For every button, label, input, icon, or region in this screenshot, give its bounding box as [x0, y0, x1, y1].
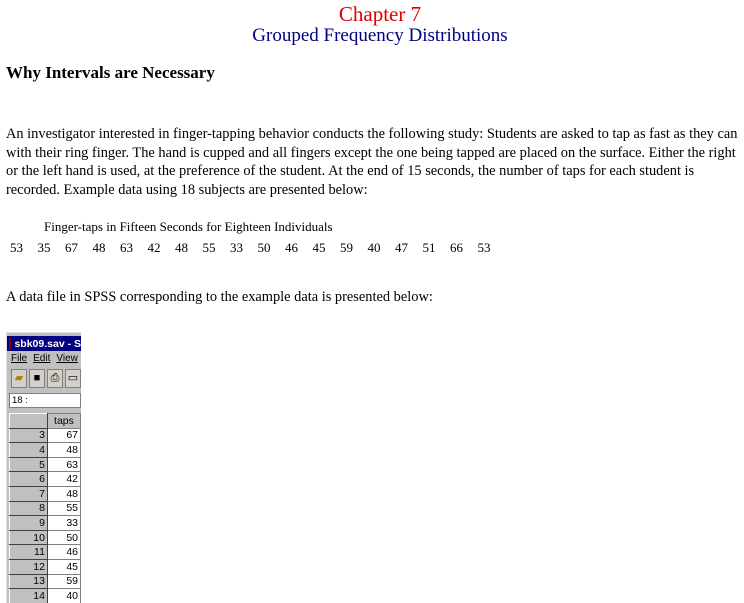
table-row [10, 530, 81, 545]
taps-cell[interactable]: 33 [47, 516, 80, 531]
open-folder-icon[interactable]: ▰ [11, 369, 27, 388]
corner-cell [10, 414, 48, 429]
table-row [10, 443, 81, 458]
chapter-subtitle: Grouped Frequency Distributions [252, 25, 508, 46]
intro-paragraph: An investigator interested in finger-tapping behavior conducts the following study: Students are asked to tap as fast as they can with their ring finger. The hand is cupped and all fingers except the one being tapped are placed on the surface. Either the right or the left hand is used, at the preference of the student. At the end of 15 seconds, the number of taps for each student is recorded. Example data using 18 subjects are presented below: [6, 126, 738, 198]
save-icon[interactable]: ■ [29, 369, 45, 388]
taps-cell[interactable]: 50 [47, 530, 80, 545]
row-number[interactable]: 10 [10, 530, 48, 545]
menu-edit[interactable]: Edit [33, 353, 51, 364]
table-row [10, 457, 81, 472]
dialog-icon[interactable]: ▭ [65, 369, 81, 388]
taps-cell[interactable]: 40 [47, 589, 80, 603]
table-row [10, 589, 81, 603]
taps-cell[interactable]: 45 [47, 559, 80, 574]
row-number[interactable]: 12 [10, 559, 48, 574]
section-heading: Why Intervals are Necessary [6, 63, 215, 82]
row-number[interactable]: 13 [10, 574, 48, 589]
taps-cell[interactable]: 55 [47, 501, 80, 516]
menu-file[interactable]: File [11, 353, 28, 364]
table-row [10, 574, 81, 589]
row-number[interactable]: 6 [10, 472, 48, 487]
table-row [10, 545, 81, 560]
row-number[interactable]: 8 [10, 501, 48, 516]
spss-window-title: sbk09.sav - S [14, 337, 81, 350]
taps-cell[interactable]: 48 [47, 443, 80, 458]
data-values: 53 35 67 48 63 42 48 55 33 50 46 45 59 40 47 51 66 53 [10, 240, 491, 255]
row-number[interactable]: 14 [10, 589, 48, 603]
column-header-taps[interactable]: taps [47, 414, 80, 429]
spss-toolbar [7, 366, 81, 391]
spss-data-grid [9, 413, 81, 603]
table-row [10, 516, 81, 531]
data-caption: Finger-taps in Fifteen Seconds for Eighteen Individuals [44, 219, 333, 234]
menu-view[interactable]: View [56, 353, 78, 364]
cell-reference: 18 : [9, 393, 81, 408]
taps-cell[interactable]: 67 [47, 428, 80, 443]
spss-intro: A data file in SPSS corresponding to the example data is presented below: [6, 289, 433, 305]
row-number[interactable]: 3 [10, 428, 48, 443]
table-row [10, 428, 81, 443]
table-row [10, 486, 81, 501]
row-number[interactable]: 5 [10, 457, 48, 472]
row-number[interactable]: 4 [10, 443, 48, 458]
print-icon[interactable]: ⎙ [47, 369, 63, 388]
table-row [10, 559, 81, 574]
row-number[interactable]: 9 [10, 516, 48, 531]
spss-title-bar [7, 336, 81, 351]
taps-cell[interactable]: 63 [47, 457, 80, 472]
spss-app-icon [9, 338, 11, 350]
table-row [10, 472, 81, 487]
taps-cell[interactable]: 42 [47, 472, 80, 487]
taps-cell[interactable]: 46 [47, 545, 80, 560]
taps-cell[interactable]: 48 [47, 486, 80, 501]
spss-screenshot [6, 332, 81, 603]
row-number[interactable]: 11 [10, 545, 48, 560]
spss-menu-bar [7, 351, 81, 366]
row-number[interactable]: 7 [10, 486, 48, 501]
chapter-title: Chapter 7 [338, 2, 422, 26]
taps-cell[interactable]: 59 [47, 574, 80, 589]
table-row [10, 501, 81, 516]
